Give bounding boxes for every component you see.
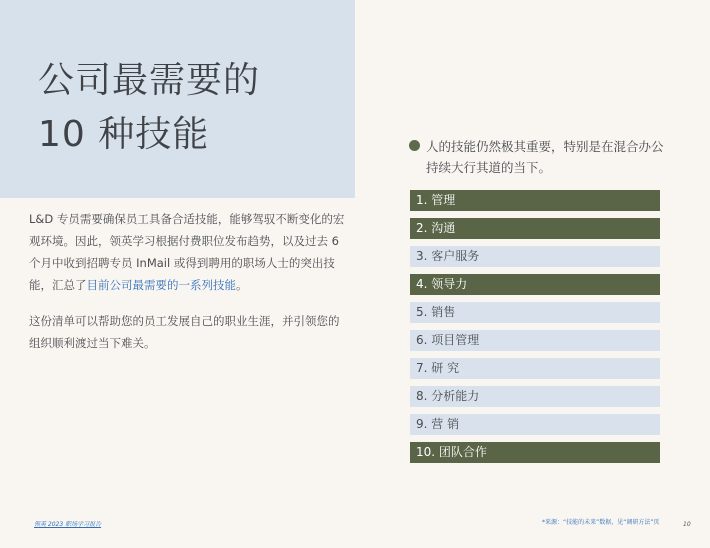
source-note[interactable]: *来源：“技能的未来”数据，见“调研方法”页	[542, 519, 660, 526]
skill-item: 1. 管理	[410, 190, 660, 211]
summary-paragraph: 这份清单可以帮助您的员工发展自己的职业生涯，并引领您的组织顺利渡过当下难关。	[29, 314, 340, 350]
page-title	[38, 54, 260, 162]
skill-item: 6. 项目管理	[410, 330, 660, 351]
skills-list-link[interactable]: 目前公司最需要的一系列技能	[86, 278, 236, 292]
skill-item: 5. 销售	[410, 302, 660, 323]
skills-list	[410, 190, 660, 470]
skill-item: 8. 分析能力	[410, 386, 660, 407]
skill-item: 4. 领导力	[410, 274, 660, 295]
page-number: 10	[683, 521, 691, 528]
title-line-2: 10 种技能	[38, 114, 210, 155]
intro-text: L&D 专员需要确保员工具备合适技能，能够驾驭不断变化的宏观环境。因此，领英学习根据付费职位发布趋势，以及过去 6 个月中收到招聘专员 InMail 或得到聘用的职场人士的突出技能，汇总了	[29, 212, 345, 292]
skill-item: 10. 团队合作	[410, 442, 660, 463]
title-line-1: 公司最需要的	[38, 60, 261, 101]
skill-item: 3. 客户服务	[410, 246, 660, 267]
callout-text: 人的技能仍然极其重要，特别是在混合办公持续大行其道的当下。	[426, 139, 664, 175]
skill-item: 7. 研 究	[410, 358, 660, 379]
intro-end: 。	[236, 278, 248, 292]
callout	[409, 136, 669, 178]
skill-item: 2. 沟通	[410, 218, 660, 239]
report-title-link[interactable]: 领英 2023 职场学习报告	[34, 521, 102, 528]
skill-item: 9. 营 销	[410, 414, 660, 435]
intro-paragraph	[29, 208, 345, 296]
bullet-dot-icon	[409, 140, 420, 151]
